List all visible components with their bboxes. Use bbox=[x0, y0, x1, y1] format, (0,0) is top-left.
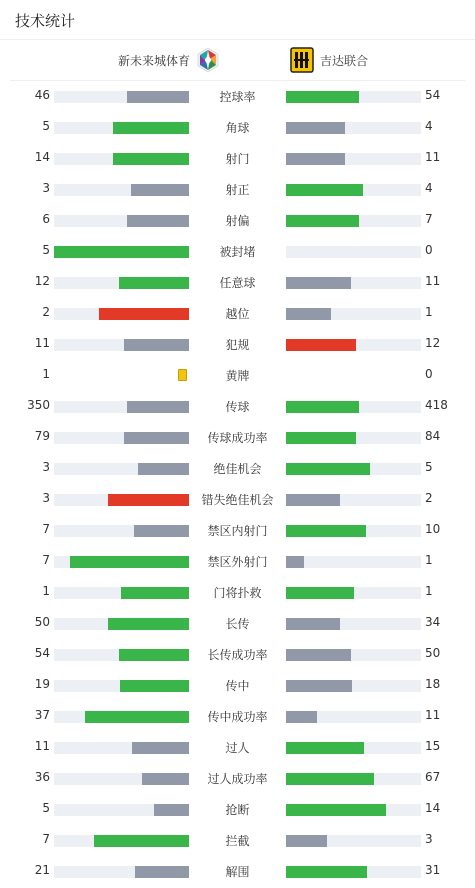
stat-label: 射正 bbox=[225, 183, 250, 197]
stat-row bbox=[0, 702, 475, 733]
stat-label: 错失绝佳机会 bbox=[201, 493, 274, 507]
home-bar-fill bbox=[121, 587, 189, 599]
stat-row bbox=[0, 826, 475, 857]
away-bar-fill bbox=[286, 711, 317, 723]
away-value: 31 bbox=[425, 863, 441, 877]
away-value: 50 bbox=[425, 646, 441, 660]
stat-label: 传球成功率 bbox=[207, 431, 268, 445]
away-bar-fill bbox=[286, 463, 370, 475]
stat-row bbox=[0, 330, 475, 361]
stat-row bbox=[0, 764, 475, 795]
home-bar bbox=[54, 339, 189, 351]
home-bar bbox=[54, 649, 189, 661]
away-value: 54 bbox=[425, 88, 441, 102]
stat-row bbox=[0, 454, 475, 485]
away-bar-fill bbox=[286, 401, 359, 413]
home-bar bbox=[54, 680, 189, 692]
stat-row bbox=[0, 144, 475, 175]
away-value: 3 bbox=[425, 832, 433, 846]
away-bar-fill bbox=[286, 587, 354, 599]
home-value: 11 bbox=[34, 336, 50, 350]
home-bar-fill bbox=[124, 432, 189, 444]
away-bar-fill bbox=[286, 618, 340, 630]
home-bar bbox=[54, 804, 189, 816]
home-bar bbox=[54, 711, 189, 723]
home-bar bbox=[54, 742, 189, 754]
home-value: 1 bbox=[42, 367, 50, 381]
home-value: 6 bbox=[42, 212, 50, 226]
stat-row bbox=[0, 82, 475, 113]
stat-label: 犯规 bbox=[225, 338, 250, 352]
home-value: 5 bbox=[42, 801, 50, 815]
stat-label: 门将扑救 bbox=[213, 586, 262, 600]
home-value: 14 bbox=[34, 150, 50, 164]
home-bar bbox=[54, 463, 189, 475]
stat-row bbox=[0, 206, 475, 237]
away-value: 0 bbox=[425, 367, 433, 381]
stat-label: 过人 bbox=[225, 741, 250, 755]
stat-label: 传中成功率 bbox=[207, 710, 268, 724]
home-bar-fill bbox=[54, 246, 189, 258]
stat-row bbox=[0, 795, 475, 826]
stat-row bbox=[0, 547, 475, 578]
away-bar bbox=[286, 339, 421, 351]
stat-row bbox=[0, 423, 475, 454]
home-bar-fill bbox=[85, 711, 189, 723]
page-title: 技术统计 bbox=[15, 12, 76, 30]
home-bar bbox=[54, 556, 189, 568]
away-bar bbox=[286, 91, 421, 103]
home-value: 350 bbox=[27, 398, 50, 412]
home-bar-fill bbox=[131, 184, 189, 196]
header bbox=[0, 0, 475, 40]
stat-label: 射门 bbox=[225, 152, 250, 166]
away-bar-fill bbox=[286, 742, 364, 754]
home-bar-fill bbox=[142, 773, 189, 785]
away-value: 11 bbox=[425, 274, 441, 288]
stat-label: 禁区外射门 bbox=[207, 555, 268, 569]
home-value: 36 bbox=[34, 770, 50, 784]
stat-label: 拦截 bbox=[225, 834, 250, 848]
stat-row bbox=[0, 299, 475, 330]
away-bar-fill bbox=[286, 184, 363, 196]
home-value: 2 bbox=[42, 305, 50, 319]
away-value: 4 bbox=[425, 119, 433, 133]
home-bar-fill bbox=[108, 494, 189, 506]
away-bar bbox=[286, 711, 421, 723]
away-bar bbox=[286, 835, 421, 847]
away-bar-fill bbox=[286, 773, 374, 785]
home-value: 11 bbox=[34, 739, 50, 753]
home-bar-fill bbox=[127, 215, 189, 227]
home-bar-fill bbox=[113, 122, 189, 134]
home-bar bbox=[54, 494, 189, 506]
stat-row bbox=[0, 578, 475, 609]
home-value: 3 bbox=[42, 181, 50, 195]
away-bar-fill bbox=[286, 215, 359, 227]
away-bar-fill bbox=[286, 153, 345, 165]
away-bar bbox=[286, 587, 421, 599]
away-value: 1 bbox=[425, 584, 433, 598]
home-bar bbox=[54, 91, 189, 103]
home-bar-fill bbox=[154, 804, 189, 816]
stat-label: 过人成功率 bbox=[207, 772, 268, 786]
away-bar-fill bbox=[286, 122, 345, 134]
away-value: 1 bbox=[425, 305, 433, 319]
home-team-logo-icon bbox=[196, 47, 220, 73]
away-value: 0 bbox=[425, 243, 433, 257]
stat-row bbox=[0, 361, 475, 392]
stat-label: 抢断 bbox=[225, 803, 250, 817]
home-value: 3 bbox=[42, 491, 50, 505]
away-bar bbox=[286, 618, 421, 630]
stat-row bbox=[0, 392, 475, 423]
away-bar-fill bbox=[286, 277, 351, 289]
stat-label: 长传 bbox=[225, 617, 250, 631]
away-bar-fill bbox=[286, 556, 304, 568]
away-value: 11 bbox=[425, 150, 441, 164]
away-value: 11 bbox=[425, 708, 441, 722]
away-value: 5 bbox=[425, 460, 433, 474]
stat-row bbox=[0, 485, 475, 516]
home-bar bbox=[54, 773, 189, 785]
away-bar bbox=[286, 184, 421, 196]
stat-label: 传中 bbox=[225, 679, 250, 693]
stat-row bbox=[0, 516, 475, 547]
home-bar-fill bbox=[120, 680, 189, 692]
home-bar bbox=[54, 184, 189, 196]
away-team[interactable] bbox=[290, 47, 368, 73]
yellow-card-icon bbox=[178, 369, 187, 381]
home-bar-fill bbox=[138, 463, 189, 475]
away-bar-fill bbox=[286, 835, 327, 847]
home-bar-fill bbox=[134, 525, 189, 537]
home-bar-fill bbox=[94, 835, 189, 847]
home-bar bbox=[54, 866, 189, 878]
home-value: 7 bbox=[42, 553, 50, 567]
away-team-name: 吉达联合 bbox=[320, 53, 369, 68]
stat-row bbox=[0, 609, 475, 640]
away-team-logo-icon bbox=[290, 47, 314, 73]
stat-label: 长传成功率 bbox=[207, 648, 268, 662]
home-value: 12 bbox=[34, 274, 50, 288]
away-bar-fill bbox=[286, 649, 351, 661]
away-bar bbox=[286, 525, 421, 537]
away-value: 1 bbox=[425, 553, 433, 567]
stat-row bbox=[0, 268, 475, 299]
home-value: 46 bbox=[34, 88, 50, 102]
stat-label: 绝佳机会 bbox=[213, 462, 262, 476]
away-bar bbox=[286, 153, 421, 165]
home-bar bbox=[54, 277, 189, 289]
home-bar bbox=[54, 432, 189, 444]
teams-header bbox=[10, 41, 465, 81]
away-bar-fill bbox=[286, 432, 356, 444]
away-bar-fill bbox=[286, 339, 356, 351]
home-bar bbox=[54, 215, 189, 227]
away-bar bbox=[286, 277, 421, 289]
home-bar bbox=[54, 246, 189, 258]
away-bar bbox=[286, 494, 421, 506]
home-bar bbox=[54, 153, 189, 165]
home-value: 50 bbox=[34, 615, 50, 629]
home-value: 54 bbox=[34, 646, 50, 660]
away-value: 15 bbox=[425, 739, 441, 753]
away-value: 67 bbox=[425, 770, 441, 784]
home-bar bbox=[54, 835, 189, 847]
away-value: 2 bbox=[425, 491, 433, 505]
stat-label: 控球率 bbox=[219, 90, 256, 104]
home-bar-fill bbox=[127, 91, 189, 103]
away-bar bbox=[286, 463, 421, 475]
stat-label: 越位 bbox=[225, 307, 250, 321]
stat-label: 任意球 bbox=[219, 276, 256, 290]
away-bar bbox=[286, 215, 421, 227]
home-bar-fill bbox=[132, 742, 189, 754]
away-value: 84 bbox=[425, 429, 441, 443]
away-value: 18 bbox=[425, 677, 441, 691]
home-bar bbox=[54, 525, 189, 537]
away-value: 14 bbox=[425, 801, 441, 815]
home-value: 5 bbox=[42, 243, 50, 257]
away-bar bbox=[286, 680, 421, 692]
away-value: 10 bbox=[425, 522, 441, 536]
away-bar bbox=[286, 866, 421, 878]
away-bar bbox=[286, 649, 421, 661]
away-bar-fill bbox=[286, 680, 352, 692]
away-bar-fill bbox=[286, 525, 366, 537]
home-bar-fill bbox=[108, 618, 189, 630]
home-bar-fill bbox=[99, 308, 189, 320]
home-value: 79 bbox=[34, 429, 50, 443]
home-team-name: 新未来城体育 bbox=[117, 53, 190, 68]
home-bar-fill bbox=[70, 556, 189, 568]
home-bar bbox=[54, 618, 189, 630]
stat-row bbox=[0, 857, 475, 888]
home-bar-fill bbox=[119, 649, 189, 661]
home-bar-fill bbox=[135, 866, 189, 878]
away-bar-fill bbox=[286, 866, 367, 878]
stat-row bbox=[0, 733, 475, 764]
away-value: 4 bbox=[425, 181, 433, 195]
home-value: 37 bbox=[34, 708, 50, 722]
stat-row bbox=[0, 640, 475, 671]
away-bar bbox=[286, 401, 421, 413]
stat-label: 禁区内射门 bbox=[207, 524, 268, 538]
away-bar bbox=[286, 742, 421, 754]
stat-row bbox=[0, 175, 475, 206]
home-value: 21 bbox=[34, 863, 50, 877]
away-bar bbox=[286, 308, 421, 320]
away-bar-fill bbox=[286, 308, 331, 320]
home-bar-fill bbox=[119, 277, 189, 289]
home-value: 7 bbox=[42, 832, 50, 846]
home-bar-fill bbox=[113, 153, 189, 165]
away-value: 12 bbox=[425, 336, 441, 350]
away-bar bbox=[286, 804, 421, 816]
away-value: 7 bbox=[425, 212, 433, 226]
stat-label: 角球 bbox=[225, 121, 250, 135]
home-value: 19 bbox=[34, 677, 50, 691]
away-bar-fill bbox=[286, 804, 386, 816]
away-value: 34 bbox=[425, 615, 441, 629]
away-bar-fill bbox=[286, 91, 359, 103]
home-bar bbox=[54, 587, 189, 599]
home-bar bbox=[54, 122, 189, 134]
home-bar-fill bbox=[124, 339, 189, 351]
away-bar bbox=[286, 246, 421, 258]
stat-label: 射偏 bbox=[225, 214, 250, 228]
away-bar bbox=[286, 432, 421, 444]
stat-label: 被封堵 bbox=[219, 245, 256, 259]
stat-row bbox=[0, 237, 475, 268]
stat-label: 黄牌 bbox=[225, 369, 250, 383]
home-value: 1 bbox=[42, 584, 50, 598]
home-team[interactable] bbox=[118, 47, 220, 73]
home-value: 3 bbox=[42, 460, 50, 474]
stat-label: 解围 bbox=[225, 865, 250, 879]
away-value: 418 bbox=[425, 398, 448, 412]
stat-label: 传球 bbox=[225, 400, 250, 414]
away-bar bbox=[286, 556, 421, 568]
home-bar-fill bbox=[127, 401, 189, 413]
stat-row bbox=[0, 671, 475, 702]
away-bar bbox=[286, 773, 421, 785]
away-bar-fill bbox=[286, 494, 340, 506]
stat-row bbox=[0, 113, 475, 144]
home-bar bbox=[54, 308, 189, 320]
home-value: 5 bbox=[42, 119, 50, 133]
home-bar bbox=[54, 401, 189, 413]
home-value: 7 bbox=[42, 522, 50, 536]
away-bar bbox=[286, 122, 421, 134]
